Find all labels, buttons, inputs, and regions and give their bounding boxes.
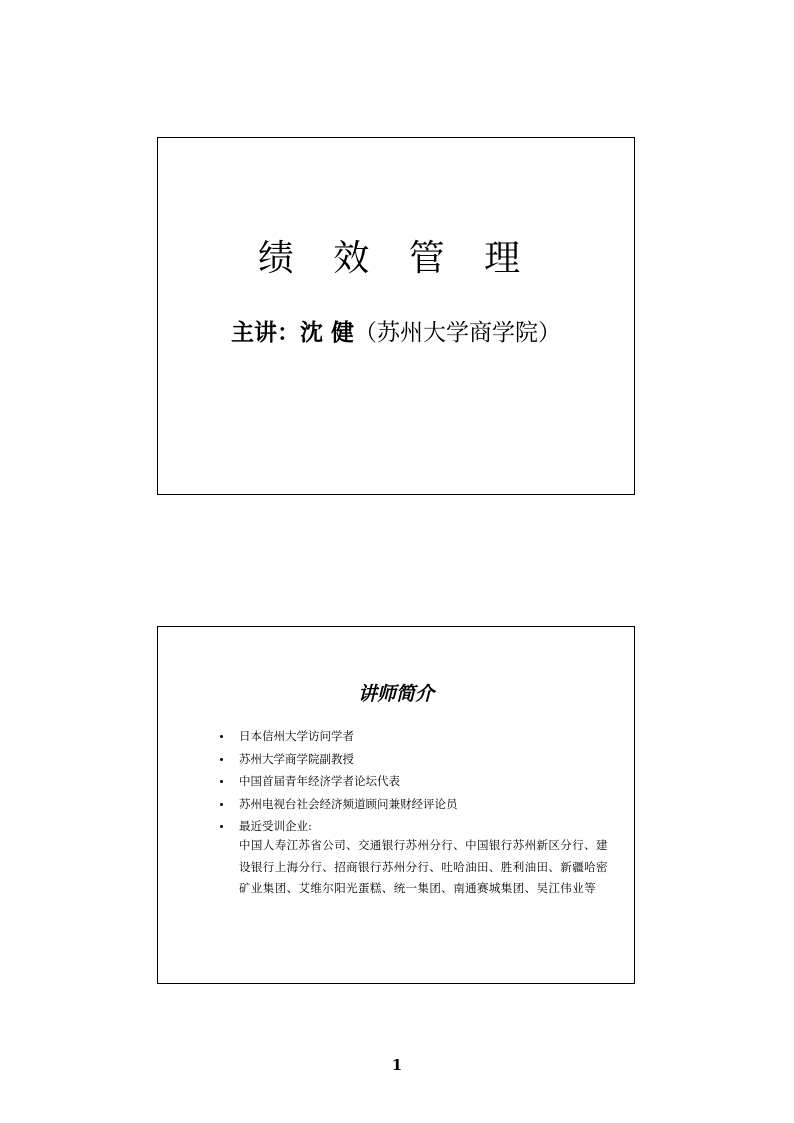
list-item bbox=[220, 770, 605, 793]
slide-title bbox=[157, 137, 635, 495]
trained-companies-text: 中国人寿江苏省公司、交通银行苏州分行、中国银行苏州新区分行、建设银行上海分行、招商银行苏州分行、吐哈油田、胜利油田、新疆哈密矿业集团、艾维尔阳光蛋糕、统一集团、南通赛城集团、吴江伟业等 bbox=[239, 838, 608, 895]
list-item bbox=[220, 793, 605, 816]
slide-instructor-intro bbox=[157, 626, 635, 984]
list-item bbox=[220, 748, 605, 771]
slide-intro-heading: 讲师简介 bbox=[357, 683, 434, 705]
list-item-text: 日本信州大学访问学者 bbox=[239, 729, 354, 743]
slide-title-heading: 绩 效 管 理 bbox=[257, 238, 535, 279]
list-item-text: 中国首届青年经济学者论坛代表 bbox=[239, 774, 400, 788]
slide-subtitle bbox=[158, 314, 634, 347]
bullet-icon bbox=[220, 758, 223, 761]
list-item bbox=[220, 725, 605, 748]
page-number: 1 bbox=[391, 1056, 403, 1074]
presenter-name: 主讲：沈 健 bbox=[230, 320, 354, 346]
list-item-text: 苏州电视台社会经济频道顾问兼财经评论员 bbox=[239, 796, 458, 811]
bullet-icon bbox=[220, 780, 223, 783]
presenter-affiliation: （苏州大学商学院） bbox=[354, 320, 561, 346]
bullet-icon bbox=[220, 803, 223, 806]
list-item-text: 苏州大学商学院副教授 bbox=[239, 751, 354, 766]
bullet-icon bbox=[220, 825, 223, 828]
bullet-list bbox=[220, 725, 605, 838]
bullet-icon bbox=[220, 735, 223, 738]
list-item-text: 最近受训企业: bbox=[239, 819, 312, 833]
